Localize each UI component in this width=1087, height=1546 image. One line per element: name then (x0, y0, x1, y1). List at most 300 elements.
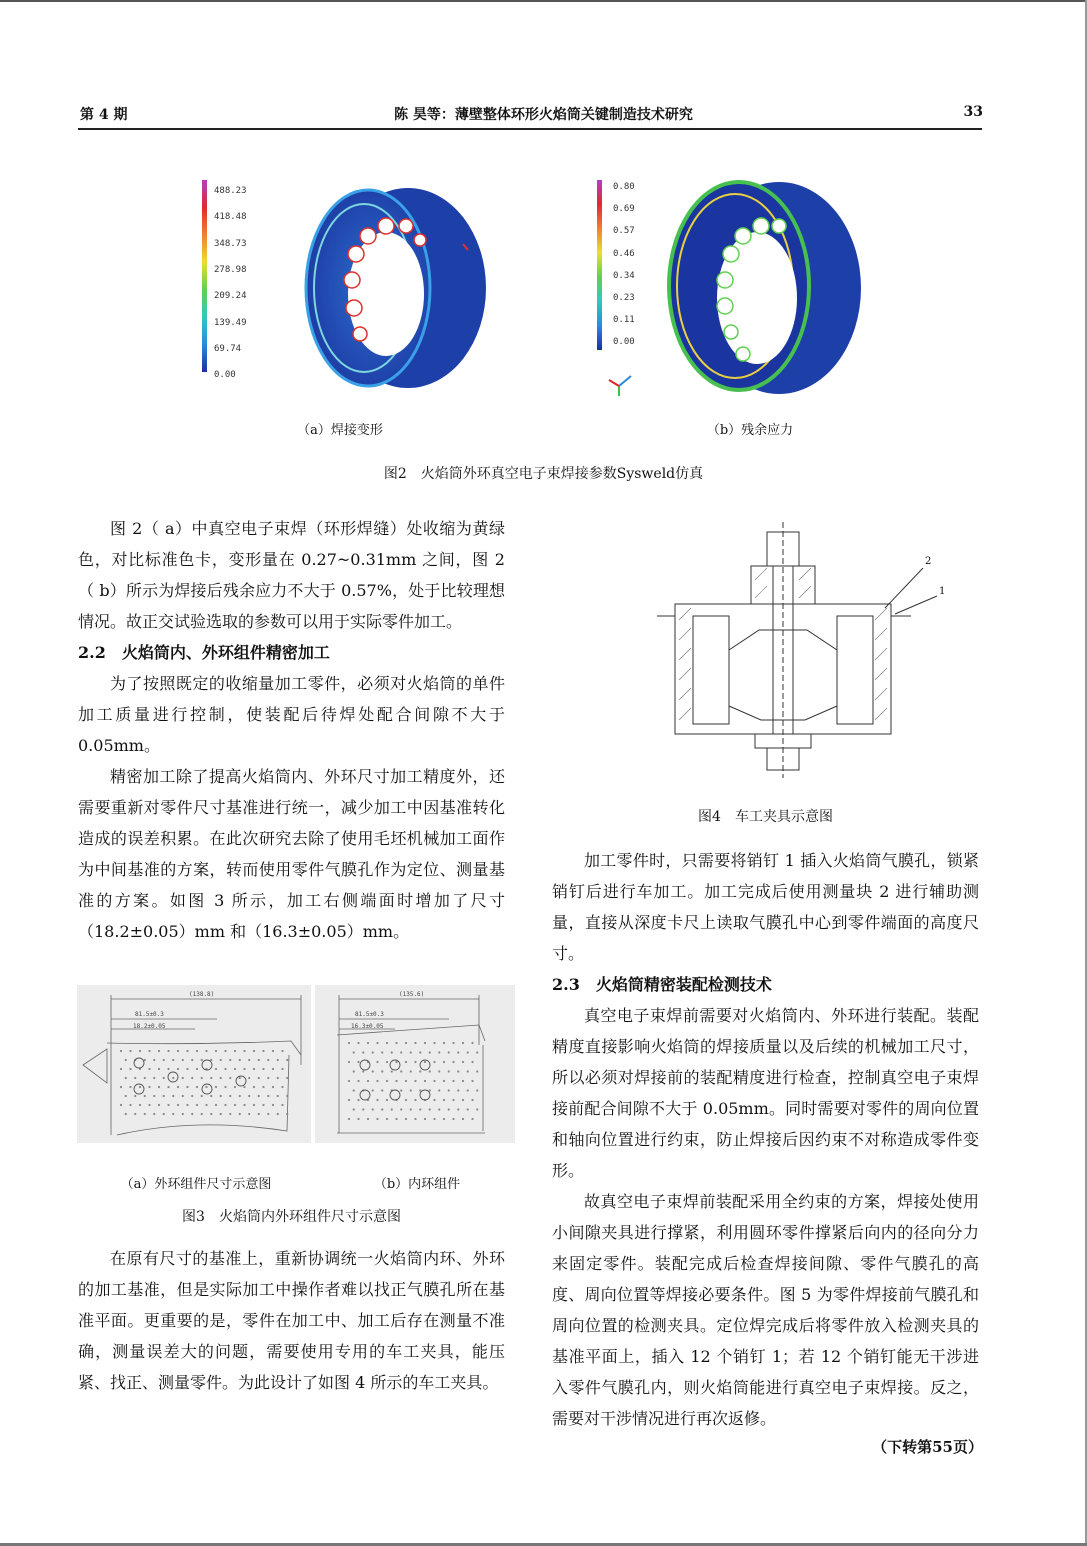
perforation-dot (262, 1050, 264, 1052)
perforation-dot (234, 1050, 236, 1052)
perforation-dot (386, 1099, 388, 1101)
perforation-dot (452, 1118, 454, 1120)
perforation-dot (405, 1118, 407, 1120)
perforation-dot (167, 1068, 169, 1070)
perforation-dot (153, 1095, 155, 1097)
figure2a-caption: （a）焊接变形 (297, 423, 383, 438)
perforation-dot (386, 1118, 388, 1120)
perforation-dot (239, 1113, 241, 1115)
perforation-dot (467, 1108, 469, 1110)
perforation-dot (376, 1061, 378, 1063)
perforation-dot (357, 1080, 359, 1082)
perforation-dot (205, 1086, 207, 1088)
perforation-dot (186, 1050, 188, 1052)
perforation-dot (457, 1070, 459, 1072)
perforation-dot (286, 1095, 288, 1097)
perforation-dot (414, 1061, 416, 1063)
callout-label-2: 2 (925, 556, 932, 567)
figure3-caption: 图3 火焰筒内外环组件尺寸示意图 (182, 1209, 401, 1225)
perforation-dot (424, 1080, 426, 1082)
perforation-dot (262, 1104, 264, 1106)
section-heading-2-2: 2.2 火焰筒内、外环组件精密加工 (78, 643, 330, 662)
perforation-dot (357, 1042, 359, 1044)
legend-value: 418.48 (214, 212, 247, 223)
perforation-dot (424, 1042, 426, 1044)
perforation-dot (457, 1089, 459, 1091)
perforation-dot (267, 1113, 269, 1115)
perforation-dot (471, 1061, 473, 1063)
figure4-caption: 图4 车工夹具示意图 (698, 809, 833, 825)
perforation-dot (125, 1095, 127, 1097)
section-heading-2-3: 2.3 火焰筒精密装配检测技术 (552, 975, 772, 994)
perforation-dot (433, 1118, 435, 1120)
perforation-dot (348, 1042, 350, 1044)
perforation-dot (158, 1050, 160, 1052)
continued-on-page-note: （下转第55页） (872, 1438, 983, 1456)
perforation-dot (248, 1113, 250, 1115)
perforation-dot (215, 1050, 217, 1052)
perforation-dot (167, 1050, 169, 1052)
perforation-dot (234, 1068, 236, 1070)
perforation-dot (262, 1086, 264, 1088)
perforation-dot (262, 1068, 264, 1070)
perforation-dot (253, 1050, 255, 1052)
perforation-dot (443, 1061, 445, 1063)
perforation-dot (191, 1077, 193, 1079)
perforation-dot (134, 1077, 136, 1079)
perforation-dot (201, 1077, 203, 1079)
perforation-dot (471, 1118, 473, 1120)
perforation-dot (362, 1108, 364, 1110)
perforation-dot (134, 1113, 136, 1115)
perforation-dot (452, 1042, 454, 1044)
perforation-dot (229, 1059, 231, 1061)
perforation-dot (476, 1108, 478, 1110)
figure2b-caption: （b）残余应力 (706, 423, 794, 438)
perforation-dot (239, 1059, 241, 1061)
perforation-dot (381, 1070, 383, 1072)
perforation-dot (452, 1099, 454, 1101)
perforation-dot (376, 1099, 378, 1101)
perforation-dot (367, 1118, 369, 1120)
perforation-dot (381, 1108, 383, 1110)
legend-value: 0.00 (613, 337, 635, 348)
perforation-dot (182, 1095, 184, 1097)
perforation-dot (234, 1104, 236, 1106)
legend-value: 0.11 (613, 315, 635, 326)
perforation-dot (220, 1077, 222, 1079)
perforation-dot (438, 1089, 440, 1091)
figure2b-residual-stress (595, 176, 875, 406)
perforation-dot (144, 1059, 146, 1061)
perforation-dot (248, 1095, 250, 1097)
perforation-dot (153, 1059, 155, 1061)
legend-value: 0.23 (613, 293, 635, 303)
dimension-label: 16.3±0.05 (351, 1023, 384, 1030)
perforation-dot (400, 1108, 402, 1110)
perforation-dot (224, 1086, 226, 1088)
perforation-dot (224, 1050, 226, 1052)
perforation-dot (272, 1050, 274, 1052)
perforation-dot (243, 1086, 245, 1088)
perforation-dot (462, 1099, 464, 1101)
perforation-dot (125, 1113, 127, 1115)
perforation-dot (414, 1118, 416, 1120)
perforation-dot (139, 1086, 141, 1088)
running-title: 陈 昊等：薄壁整体环形火焰筒关键制造技术研究 (394, 107, 693, 123)
perforation-dot (239, 1077, 241, 1079)
perforation-dot (433, 1099, 435, 1101)
legend-value: 0.80 (613, 182, 635, 192)
perforation-dot (186, 1086, 188, 1088)
perforation-dot (391, 1070, 393, 1072)
perforation-dot (353, 1070, 355, 1072)
legend-value: 139.49 (214, 317, 247, 328)
perforation-dot (248, 1059, 250, 1061)
perforation-dot (253, 1068, 255, 1070)
perforation-dot (158, 1104, 160, 1106)
perforation-dot (158, 1086, 160, 1088)
perforation-dot (148, 1068, 150, 1070)
paragraph: 在原有尺寸的基准上，重新协调统一火焰筒内环、外环的加工基准，但是实际加工中操作者难以找正气膜孔所在基准平面。更重要的是，零件在加工中、加工后存在测量不准确，测量误差大的问题，需要使用专用的车工夹具，能压紧、找正、测量零件。为此设计了如图 4 所示的车工夹具。 (78, 1249, 505, 1392)
perforation-dot (215, 1104, 217, 1106)
perforation-dot (433, 1061, 435, 1063)
perforation-dot (163, 1095, 165, 1097)
perforation-dot (395, 1042, 397, 1044)
legend-value: 278.98 (214, 264, 247, 275)
perforation-dot (148, 1104, 150, 1106)
perforation-dot (348, 1061, 350, 1063)
perforation-dot (448, 1051, 450, 1053)
perforation-dot (234, 1086, 236, 1088)
perforation-dot (348, 1099, 350, 1101)
perforation-dot (163, 1059, 165, 1061)
perforation-dot (471, 1042, 473, 1044)
perforation-dot (177, 1068, 179, 1070)
perforation-dot (467, 1089, 469, 1091)
figure3a-caption: （a）外环组件尺寸示意图 (120, 1177, 272, 1192)
perforation-dot (120, 1086, 122, 1088)
perforation-dot (205, 1050, 207, 1052)
perforation-dot (286, 1113, 288, 1115)
perforation-dot (424, 1061, 426, 1063)
perforation-dot (462, 1061, 464, 1063)
perforation-dot (277, 1095, 279, 1097)
perforation-dot (258, 1077, 260, 1079)
perforation-dot (210, 1113, 212, 1115)
page-border-top (0, 0, 1087, 2)
paragraph: 为了按照既定的收缩量加工零件，必须对火焰筒的单件加工质量进行控制，使装配后待焊处配合间隙不大于 0.05mm。 (78, 674, 505, 755)
ring-model-a (298, 184, 488, 392)
perforation-dot (272, 1086, 274, 1088)
perforation-dot (433, 1080, 435, 1082)
perforation-dot (277, 1059, 279, 1061)
perforation-dot (272, 1068, 274, 1070)
perforation-dot (201, 1113, 203, 1115)
perforation-dot (381, 1089, 383, 1091)
perforation-dot (148, 1050, 150, 1052)
perforation-dot (457, 1051, 459, 1053)
perforation-dot (391, 1051, 393, 1053)
figure3b-inner-ring-drawing (315, 985, 515, 1143)
perforation-dot (462, 1042, 464, 1044)
axis-triad-icon (601, 368, 637, 398)
perforation-dot (457, 1108, 459, 1110)
perforation-dot (414, 1099, 416, 1101)
paragraph: 加工零件时，只需要将销钉 1 插入火焰筒气膜孔，锁紧销钉后进行车加工。加工完成后使用测量块 2 进行辅助测量，直接从深度卡尺上读取气膜孔中心到零件端面的高度尺寸。 (552, 851, 979, 963)
perforation-dot (220, 1113, 222, 1115)
perforation-dot (353, 1108, 355, 1110)
dimension-label: 81.5±0.3 (135, 1011, 164, 1018)
perforation-dot (372, 1070, 374, 1072)
perforation-dot (443, 1099, 445, 1101)
perforation-dot (196, 1104, 198, 1106)
perforation-dot (405, 1042, 407, 1044)
perforation-dot (410, 1051, 412, 1053)
legend-value: 209.24 (214, 291, 247, 302)
paragraph: 故真空电子束焊前装配采用全约束的方案，焊接处使用小间隙夹具进行撑紧，利用圆环零件撑紧后向内的径向分力来固定零件。装配完成后检查焊接间隙、零件气膜孔的高度、周向位置等焊接必要条件。图 5 为零件焊接前气膜孔和周向位置的检测夹具。定位焊完成后将零件放入检测夹具的基准平面上，插入 12 个销钉 1；若 12 个销钉能无干涉进入零件气膜孔内，则火焰筒能进行真空电子束焊接。反之，需要对干涉情况进行再次返修。 (552, 1192, 979, 1428)
perforation-dot (395, 1061, 397, 1063)
perforation-dot (281, 1050, 283, 1052)
figure2a-weld-deformation (190, 176, 490, 406)
perforation-dot (182, 1059, 184, 1061)
perforation-dot (220, 1059, 222, 1061)
perforation-dot (172, 1059, 174, 1061)
perforation-dot (277, 1113, 279, 1115)
dimension-label: 81.5±0.3 (355, 1011, 384, 1018)
color-legend-bar (597, 180, 602, 350)
perforation-dot (467, 1051, 469, 1053)
perforation-dot (229, 1095, 231, 1097)
perforation-dot (272, 1104, 274, 1106)
perforation-dot (167, 1104, 169, 1106)
perforation-dot (357, 1061, 359, 1063)
paragraph: 图 2（ a）中真空电子束焊（环形焊缝）处收缩为黄绿色，对比标准色卡，变形量在 0.27~0.31mm 之间，图 2（ b）所示为焊接后残余应力不大于 0.57%，处于比较理想情况。故正交试验选取的参数可以用于实际零件加工。 (78, 519, 505, 631)
perforation-dot (462, 1080, 464, 1082)
perforation-dot (362, 1070, 364, 1072)
perforation-dot (376, 1042, 378, 1044)
legend-value: 488.23 (214, 186, 247, 196)
header-rule (78, 128, 982, 130)
perforation-dot (182, 1113, 184, 1115)
perforation-dot (224, 1068, 226, 1070)
perforation-dot (348, 1080, 350, 1082)
perforation-dot (267, 1095, 269, 1097)
left-column-continued (78, 1243, 505, 1398)
perforation-dot (476, 1089, 478, 1091)
perforation-dot (386, 1061, 388, 1063)
perforation-dot (172, 1095, 174, 1097)
perforation-dot (267, 1059, 269, 1061)
perforation-dot (125, 1059, 127, 1061)
perforation-dot (158, 1068, 160, 1070)
perforation-dot (277, 1077, 279, 1079)
perforation-dot (429, 1051, 431, 1053)
perforation-dot (134, 1095, 136, 1097)
perforation-dot (476, 1051, 478, 1053)
perforation-dot (210, 1095, 212, 1097)
perforation-dot (410, 1089, 412, 1091)
perforation-dot (229, 1077, 231, 1079)
perforation-dot (400, 1070, 402, 1072)
perforation-dot (191, 1095, 193, 1097)
perforation-dot (419, 1108, 421, 1110)
perforation-dot (281, 1068, 283, 1070)
legend-value: 69.74 (214, 343, 242, 354)
perforation-dot (201, 1059, 203, 1061)
perforation-dot (196, 1068, 198, 1070)
perforation-dot (376, 1118, 378, 1120)
perforation-dot (405, 1099, 407, 1101)
perforation-dot (139, 1050, 141, 1052)
perforation-dot (229, 1113, 231, 1115)
perforation-dot (353, 1051, 355, 1053)
figure2-caption: 图2 火焰筒外环真空电子束焊接参数Sysweld仿真 (383, 466, 704, 482)
perforation-dot (476, 1070, 478, 1072)
color-legend-bar (202, 180, 207, 372)
page-number: 33 (963, 104, 983, 120)
perforation-dot (395, 1118, 397, 1120)
figure3a-outer-ring-drawing (77, 985, 311, 1143)
perforation-dot (438, 1051, 440, 1053)
perforation-dot (191, 1113, 193, 1115)
perforation-dot (443, 1042, 445, 1044)
perforation-dot (129, 1104, 131, 1106)
perforation-dot (372, 1108, 374, 1110)
perforation-dot (182, 1077, 184, 1079)
perforation-dot (462, 1118, 464, 1120)
perforation-dot (429, 1108, 431, 1110)
perforation-dot (467, 1070, 469, 1072)
perforation-dot (281, 1086, 283, 1088)
perforation-dot (419, 1051, 421, 1053)
perforation-dot (215, 1068, 217, 1070)
perforation-dot (267, 1077, 269, 1079)
perforation-dot (353, 1089, 355, 1091)
perforation-dot (424, 1118, 426, 1120)
perforation-dot (286, 1077, 288, 1079)
issue-number: 第 4 期 (80, 107, 128, 123)
perforation-dot (419, 1070, 421, 1072)
perforation-dot (400, 1051, 402, 1053)
perforation-dot (381, 1051, 383, 1053)
perforation-dot (144, 1113, 146, 1115)
perforation-dot (357, 1118, 359, 1120)
perforation-dot (205, 1104, 207, 1106)
perforation-dot (281, 1104, 283, 1106)
perforation-dot (391, 1108, 393, 1110)
legend-value: 0.00 (214, 370, 236, 381)
perforation-dot (471, 1099, 473, 1101)
perforation-dot (215, 1086, 217, 1088)
perforation-dot (414, 1080, 416, 1082)
perforation-dot (405, 1061, 407, 1063)
right-column (552, 845, 979, 1434)
perforation-dot (372, 1089, 374, 1091)
perforation-dot (410, 1108, 412, 1110)
perforation-dot (239, 1095, 241, 1097)
perforation-dot (120, 1104, 122, 1106)
perforation-dot (386, 1042, 388, 1044)
perforation-dot (376, 1080, 378, 1082)
perforation-dot (172, 1113, 174, 1115)
perforation-dot (248, 1077, 250, 1079)
perforation-dot (362, 1051, 364, 1053)
perforation-dot (167, 1086, 169, 1088)
callout-label-1: 1 (939, 586, 946, 597)
perforation-dot (286, 1059, 288, 1061)
figure4-lathe-fixture-drawing (655, 520, 955, 782)
perforation-dot (144, 1077, 146, 1079)
perforation-dot (429, 1089, 431, 1091)
perforation-dot (144, 1095, 146, 1097)
perforation-dot (139, 1104, 141, 1106)
perforation-dot (163, 1077, 165, 1079)
dimension-label: (135.6) (399, 991, 425, 998)
perforation-dot (419, 1089, 421, 1091)
perforation-dot (448, 1089, 450, 1091)
perforation-dot (186, 1104, 188, 1106)
perforation-dot (177, 1086, 179, 1088)
perforation-dot (153, 1077, 155, 1079)
dimension-label: (138.8) (189, 991, 215, 998)
perforation-dot (177, 1104, 179, 1106)
legend-value: 348.73 (214, 238, 247, 249)
perforation-dot (405, 1080, 407, 1082)
perforation-dot (367, 1080, 369, 1082)
perforation-dot (243, 1050, 245, 1052)
perforation-dot (448, 1070, 450, 1072)
paragraph: 精密加工除了提高火焰筒内、外环尺寸加工精度外，还需要重新对零件尺寸基准进行统一，减少加工中因基准转化造成的误差积累。在此次研究去除了使用毛坯机械加工面作为中间基准的方案，转而使用零件气膜孔作为定位、测量基准的方案。如图 3 所示，加工右侧端面时增加了尺寸（18.2±0.05）mm 和（16.3±0.05）mm。 (78, 767, 505, 941)
perforation-dot (129, 1050, 131, 1052)
perforation-dot (120, 1068, 122, 1070)
perforation-dot (438, 1070, 440, 1072)
perforation-dot (210, 1059, 212, 1061)
dimension-label: 18.2±0.05 (133, 1023, 166, 1030)
perforation-dot (372, 1051, 374, 1053)
perforation-dot (196, 1050, 198, 1052)
perforation-dot (414, 1042, 416, 1044)
perforation-dot (163, 1113, 165, 1115)
perforation-dot (400, 1089, 402, 1091)
perforation-dot (452, 1080, 454, 1082)
perforation-dot (395, 1080, 397, 1082)
legend-value: 0.46 (613, 248, 635, 259)
perforation-dot (471, 1080, 473, 1082)
perforation-dot (448, 1108, 450, 1110)
perforation-dot (243, 1068, 245, 1070)
perforation-dot (243, 1104, 245, 1106)
ring-model-b (659, 178, 869, 398)
perforation-dot (433, 1042, 435, 1044)
perforation-dot (410, 1070, 412, 1072)
perforation-dot (438, 1108, 440, 1110)
perforation-dot (120, 1050, 122, 1052)
perforation-dot (429, 1070, 431, 1072)
perforation-dot (258, 1095, 260, 1097)
legend-value: 0.57 (613, 226, 635, 237)
legend-value: 0.69 (613, 204, 635, 215)
perforation-dot (210, 1077, 212, 1079)
perforation-dot (129, 1086, 131, 1088)
perforation-dot (177, 1050, 179, 1052)
perforation-dot (220, 1095, 222, 1097)
perforation-dot (258, 1113, 260, 1115)
paragraph: 真空电子束焊前需要对火焰筒内、外环进行装配。装配精度直接影响火焰筒的焊接质量以及后续的机械加工尺寸，所以必须对焊接前的装配精度进行检查，控制真空电子束焊接前配合间隙不大于 0.05mm。同时需要对零件的周向位置和轴向位置进行约束，防止焊接后因约束不对称造成零件变形。 (552, 1006, 979, 1180)
perforation-dot (224, 1104, 226, 1106)
perforation-dot (201, 1095, 203, 1097)
perforation-dot (443, 1080, 445, 1082)
